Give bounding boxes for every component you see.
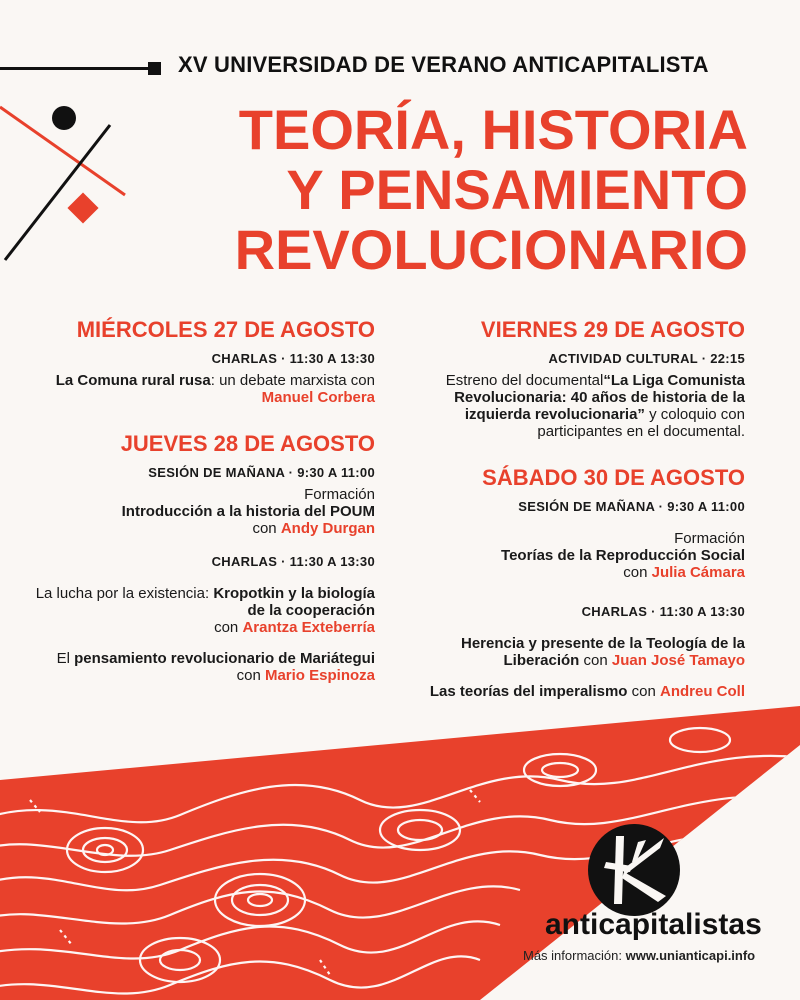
- speaker-name: Juan José Tamayo: [611, 652, 745, 669]
- time-slot: ACTIVIDAD CULTURAL · 22:15: [548, 351, 745, 366]
- time-slot: SESIÓN DE MAÑANA · 9:30 A 11:00: [518, 499, 745, 514]
- schedule-right-column: [400, 316, 745, 700]
- talk-item: Herencia y presente de la Teología de la Liberación con Juan José Tamayo: [461, 635, 745, 669]
- speaker-name: Andreu Coll: [660, 683, 745, 700]
- day-heading-wednesday: MIÉRCOLES 27 DE AGOSTO: [76, 317, 375, 342]
- day-heading-friday: VIERNES 29 DE AGOSTO: [480, 317, 745, 342]
- website-link[interactable]: www.unianticapi.info: [625, 948, 756, 963]
- constructivist-decoration: [0, 95, 140, 265]
- kicker-rule-end: [148, 62, 161, 75]
- time-slot: CHARLAS · 11:30 A 13:30: [581, 604, 745, 619]
- talk-item: La lucha por la existencia: Kropotkin y la biología de la cooperación con Arantza Exteberría: [35, 585, 375, 636]
- speaker-name: Julia Cámara: [651, 564, 745, 581]
- speaker-name: Mario Espinoza: [264, 667, 375, 684]
- title-line-2: Y PENSAMIENTO: [286, 158, 748, 221]
- talk-item: Formación Introducción a la historia del POUM con Andy Durgan: [121, 486, 375, 537]
- title-line-1: TEORÍA, HISTORIA: [238, 98, 748, 161]
- day-heading-thursday: JUEVES 28 DE AGOSTO: [120, 431, 375, 456]
- time-slot: SESIÓN DE MAÑANA · 9:30 A 11:00: [148, 465, 375, 480]
- brand-name: anticapitalistas: [545, 908, 762, 941]
- talk-item: Estreno del documental“La Liga Comunista Revolucionaria: 40 años de historia de la izquierda revolucionaria” y coloquio con participantes en el documental.: [445, 372, 745, 440]
- speaker-name: Manuel Corbera: [261, 389, 375, 406]
- more-info: Más información: www.unianticapi.info: [523, 948, 756, 963]
- speaker-name: Arantza Exteberría: [242, 619, 375, 636]
- talk-item: Formación Teorías de la Reproducción Social con Julia Cámara: [501, 530, 745, 581]
- schedule-left-column: [30, 316, 375, 684]
- day-heading-saturday: SÁBADO 30 DE AGOSTO: [482, 465, 745, 490]
- talk-item: El pensamiento revolucionario de Mariátegui con Mario Espinoza: [56, 650, 375, 684]
- speaker-name: Andy Durgan: [280, 520, 375, 537]
- talk-item: La Comuna rural rusa: un debate marxista con Manuel Corbera: [55, 372, 375, 406]
- event-kicker: XV UNIVERSIDAD DE VERANO ANTICAPITALISTA: [178, 52, 709, 77]
- kicker-rule: [0, 67, 150, 70]
- talk-item: Las teorías del imperalismo con Andreu Coll: [429, 683, 745, 700]
- anticapitalistas-star-logo-icon: [586, 822, 682, 918]
- time-slot: CHARLAS · 11:30 A 13:30: [211, 351, 375, 366]
- title-line-3: REVOLUCIONARIO: [234, 218, 748, 281]
- time-slot: CHARLAS · 11:30 A 13:30: [211, 554, 375, 569]
- page-title: [235, 100, 748, 280]
